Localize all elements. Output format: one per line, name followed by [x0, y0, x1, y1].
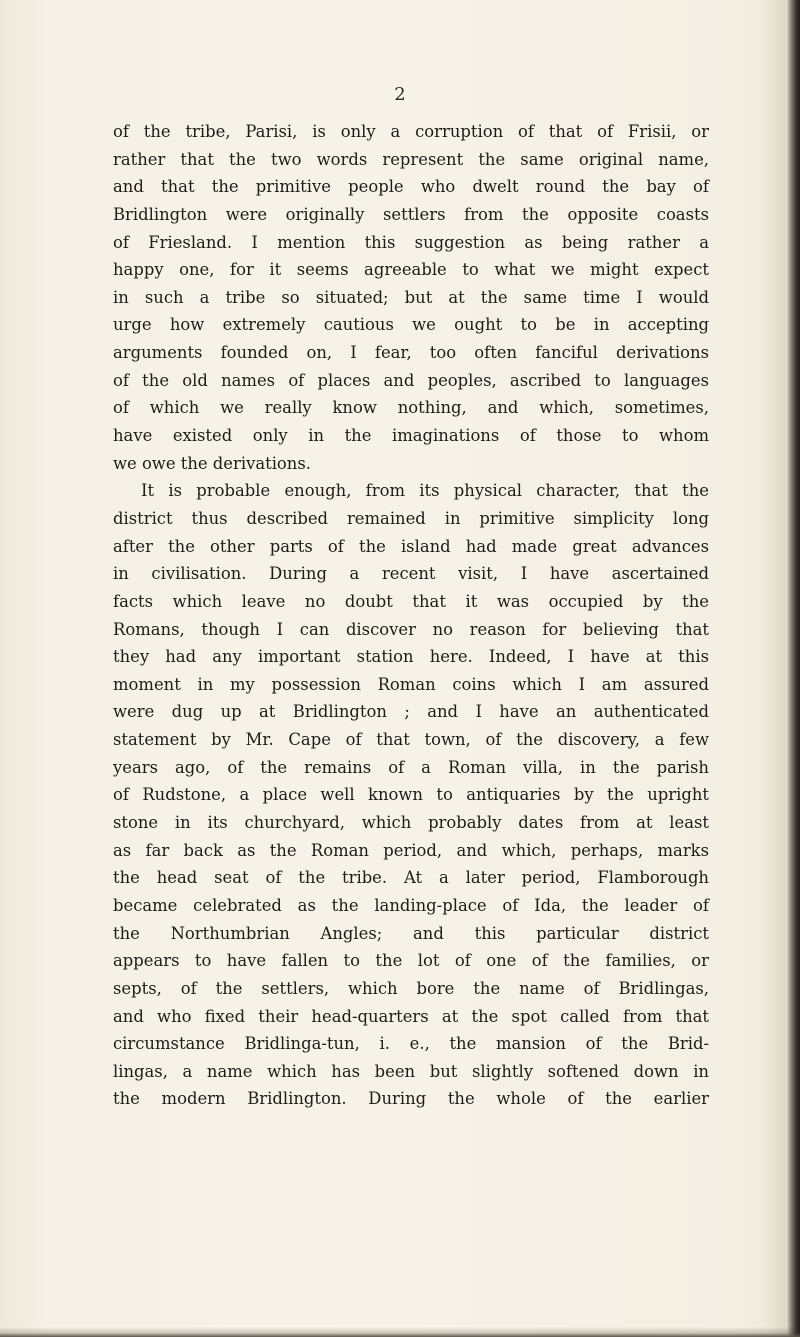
text-line: of which we really know nothing, and which, sometimes, [113, 398, 709, 418]
text-line: the modern Bridlington. During the whole of the earlier [113, 1089, 709, 1109]
text-line: the Northumbrian Angles; and this particular district [113, 923, 709, 943]
text-line: years ago, of the remains of a Roman villa, in the parish [113, 757, 709, 777]
text-line: Romans, though I can discover no reason for believing that [113, 619, 709, 639]
text-line: have existed only in the imaginations of those to whom [113, 426, 709, 446]
body-text [113, 118, 709, 1113]
text-line: the head seat of the tribe. At a later period, Flamborough [113, 868, 709, 888]
text-line: as far back as the Roman period, and which, perhaps, marks [113, 840, 709, 860]
text-line: stone in its churchyard, which probably dates from at least [113, 813, 709, 833]
text-line: urge how extremely cautious we ought to be in accepting [113, 315, 709, 335]
page-number: 2 [394, 84, 406, 105]
text-line: of the old names of places and peoples, ascribed to languages [113, 370, 709, 390]
text-line: facts which leave no doubt that it was occupied by the [113, 591, 709, 611]
page-bottom-edge [0, 1327, 800, 1337]
text-line: in such a tribe so situated; but at the same time I would [113, 287, 709, 307]
text-line: of Friesland. I mention this suggestion as being rather a [113, 232, 709, 252]
text-line: lingas, a name which has been but slightly softened down in [113, 1061, 709, 1081]
text-line: became celebrated as the landing-place of Ida, the leader of [113, 895, 709, 915]
text-line: in civilisation. During a recent visit, I have ascertained [113, 564, 709, 584]
text-line: statement by Mr. Cape of that town, of the discovery, a few [113, 730, 709, 750]
text-line: district thus described remained in primitive simplicity long [113, 508, 709, 528]
text-line: appears to have fallen to the lot of one of the families, or [113, 951, 709, 971]
text-line: they had any important station here. Indeed, I have at this [113, 647, 709, 667]
text-line: were dug up at Bridlington ; and I have an authenticated [113, 702, 709, 722]
text-line: arguments founded on, I fear, too often fanciful derivations [113, 343, 709, 363]
text-line: circumstance Bridlinga-tun, i. e., the mansion of the Brid- [113, 1034, 709, 1054]
binding-shadow [764, 0, 786, 1337]
text-line: after the other parts of the island had made great advances [113, 536, 709, 556]
text-line: septs, of the settlers, which bore the name of Bridlingas, [113, 978, 709, 998]
text-line: Bridlington were originally settlers from the opposite coasts [113, 204, 709, 224]
text-line: we owe the derivations. [113, 453, 311, 473]
text-line: and who fixed their head-quarters at the spot called from that [113, 1006, 709, 1026]
text-line: and that the primitive people who dwelt round the bay of [113, 177, 709, 197]
text-line: of the tribe, Parisi, is only a corruption of that of Frisii, or [113, 122, 709, 141]
text-line: moment in my possession Roman coins which I am assured [113, 674, 709, 694]
book-binding-edge [786, 0, 800, 1337]
text-line: of Rudstone, a place well known to antiquaries by the upright [113, 785, 709, 805]
paragraph-start-line: It is probable enough, from its physical character, that the [141, 481, 709, 501]
text-line: happy one, for it seems agreeable to what we might expect [113, 260, 709, 280]
text-line: rather that the two words represent the same original name, [113, 149, 709, 169]
